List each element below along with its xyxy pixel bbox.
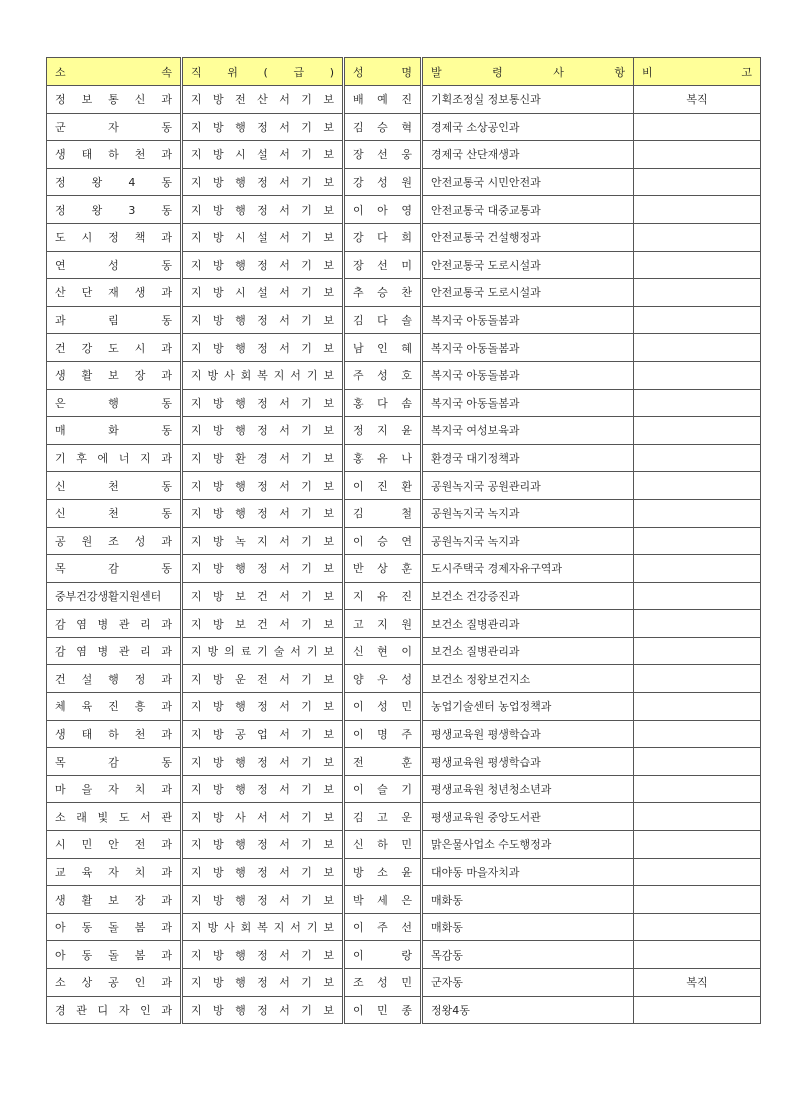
- assignment-cell: 맑은물사업소 수도행정과: [422, 831, 634, 859]
- dept-cell: 건 강 도 시 과: [47, 334, 182, 362]
- name-cell: 이 주 선: [344, 913, 422, 941]
- table-row: [47, 444, 761, 472]
- assignment-cell: 대야동 마을자치과: [422, 858, 634, 886]
- position-cell: 지 방 행 정 서 기 보: [182, 306, 344, 334]
- assignment-cell: 복지국 아동돌봄과: [422, 361, 634, 389]
- dept-cell: 공 원 조 성 과: [47, 527, 182, 555]
- name-cell: 이 진 환: [344, 472, 422, 500]
- dept-cell: 중부건강생활지원센터: [47, 582, 182, 610]
- assignment-cell: 보건소 질병관리과: [422, 610, 634, 638]
- dept-cell: 정 왕 4 동: [47, 168, 182, 196]
- table-row: [47, 251, 761, 279]
- position-cell: 지 방 행 정 서 기 보: [182, 969, 344, 997]
- position-cell: 지 방 행 정 서 기 보: [182, 168, 344, 196]
- dept-cell: 목 감 동: [47, 748, 182, 776]
- note-cell: [634, 279, 761, 307]
- name-cell: 지 유 진: [344, 582, 422, 610]
- note-cell: [634, 886, 761, 914]
- table-row: [47, 168, 761, 196]
- name-cell: 추 승 찬: [344, 279, 422, 307]
- table-row: [47, 913, 761, 941]
- dept-cell: 정 보 통 신 과: [47, 86, 182, 114]
- dept-cell: 생 태 하 천 과: [47, 720, 182, 748]
- name-cell: 신 현 이: [344, 637, 422, 665]
- dept-cell: 목 감 동: [47, 555, 182, 583]
- note-cell: [634, 858, 761, 886]
- assignment-cell: 복지국 아동돌봄과: [422, 389, 634, 417]
- assignment-cell: 매화동: [422, 913, 634, 941]
- note-cell: [634, 196, 761, 224]
- name-cell: 신 하 민: [344, 831, 422, 859]
- note-cell: [634, 472, 761, 500]
- table-row: [47, 748, 761, 776]
- dept-cell: 정 왕 3 동: [47, 196, 182, 224]
- note-cell: [634, 665, 761, 693]
- dept-cell: 매 화 동: [47, 417, 182, 445]
- table-row: [47, 582, 761, 610]
- position-cell: 지 방 행 정 서 기 보: [182, 941, 344, 969]
- note-cell: 복직: [634, 86, 761, 114]
- name-cell: 배 예 진: [344, 86, 422, 114]
- assignment-cell: 공원녹지국 공원관리과: [422, 472, 634, 500]
- position-cell: 지 방 사 서 서 기 보: [182, 803, 344, 831]
- note-cell: [634, 775, 761, 803]
- name-cell: 주 성 호: [344, 361, 422, 389]
- assignment-cell: 안전교통국 도로시설과: [422, 251, 634, 279]
- position-cell: 지 방 시 설 서 기 보: [182, 223, 344, 251]
- assignment-cell: 기획조정실 정보통신과: [422, 86, 634, 114]
- name-cell: 조 성 민: [344, 969, 422, 997]
- assignment-cell: 복지국 아동돌봄과: [422, 306, 634, 334]
- assignment-cell: 안전교통국 도로시설과: [422, 279, 634, 307]
- name-cell: 홍 다 솜: [344, 389, 422, 417]
- dept-cell: 군 자 동: [47, 113, 182, 141]
- dept-cell: 소 상 공 인 과: [47, 969, 182, 997]
- name-cell: 고 지 원: [344, 610, 422, 638]
- table-row: [47, 417, 761, 445]
- note-cell: [634, 499, 761, 527]
- position-cell: 지 방 행 정 서 기 보: [182, 748, 344, 776]
- name-cell: 이 명 주: [344, 720, 422, 748]
- table-row: [47, 334, 761, 362]
- name-cell: 장 선 미: [344, 251, 422, 279]
- assignment-cell: 도시주택국 경제자유구역과: [422, 555, 634, 583]
- dept-cell: 산 단 재 생 과: [47, 279, 182, 307]
- dept-cell: 연 성 동: [47, 251, 182, 279]
- table-row: [47, 775, 761, 803]
- assignment-cell: 경제국 소상공인과: [422, 113, 634, 141]
- assignment-cell: 공원녹지국 녹지과: [422, 499, 634, 527]
- position-cell: 지 방 행 정 서 기 보: [182, 334, 344, 362]
- name-cell: 홍 유 나: [344, 444, 422, 472]
- name-cell: 김 다 솔: [344, 306, 422, 334]
- name-cell: 박 세 은: [344, 886, 422, 914]
- position-cell: 지 방 행 정 서 기 보: [182, 886, 344, 914]
- position-cell: 지 방 사 회 복 지 서 기 보: [182, 361, 344, 389]
- assignment-cell: 안전교통국 시민안전과: [422, 168, 634, 196]
- note-cell: [634, 389, 761, 417]
- note-cell: [634, 913, 761, 941]
- note-cell: [634, 637, 761, 665]
- table-row: [47, 803, 761, 831]
- position-cell: 지 방 사 회 복 지 서 기 보: [182, 913, 344, 941]
- position-cell: 지 방 행 정 서 기 보: [182, 858, 344, 886]
- position-cell: 지 방 공 업 서 기 보: [182, 720, 344, 748]
- dept-cell: 은 행 동: [47, 389, 182, 417]
- dept-cell: 기 후 에 너 지 과: [47, 444, 182, 472]
- dept-cell: 교 육 자 치 과: [47, 858, 182, 886]
- note-cell: [634, 223, 761, 251]
- table-row: [47, 499, 761, 527]
- name-cell: 이 아 영: [344, 196, 422, 224]
- dept-cell: 시 민 안 전 과: [47, 831, 182, 859]
- position-cell: 지 방 행 정 서 기 보: [182, 996, 344, 1024]
- assignment-cell: 보건소 건강증진과: [422, 582, 634, 610]
- table-row: [47, 113, 761, 141]
- assignment-cell: 매화동: [422, 886, 634, 914]
- position-cell: 지 방 행 정 서 기 보: [182, 775, 344, 803]
- dept-cell: 건 설 행 정 과: [47, 665, 182, 693]
- dept-cell: 감 염 병 관 리 과: [47, 610, 182, 638]
- table-row: [47, 223, 761, 251]
- header-assignment: 발 령 사 항: [422, 58, 634, 86]
- position-cell: 지 방 보 건 서 기 보: [182, 610, 344, 638]
- table-row: [47, 306, 761, 334]
- dept-cell: 마 을 자 치 과: [47, 775, 182, 803]
- table-row: [47, 996, 761, 1024]
- position-cell: 지 방 행 정 서 기 보: [182, 417, 344, 445]
- name-cell: 전 훈: [344, 748, 422, 776]
- name-cell: 김 고 운: [344, 803, 422, 831]
- table-header-row: [47, 58, 761, 86]
- note-cell: [634, 693, 761, 721]
- note-cell: [634, 803, 761, 831]
- table-row: [47, 527, 761, 555]
- note-cell: [634, 582, 761, 610]
- assignment-cell: 평생교육원 중앙도서관: [422, 803, 634, 831]
- name-cell: 남 인 혜: [344, 334, 422, 362]
- table-row: [47, 472, 761, 500]
- position-cell: 지 방 녹 지 서 기 보: [182, 527, 344, 555]
- position-cell: 지 방 행 정 서 기 보: [182, 472, 344, 500]
- assignment-cell: 안전교통국 대중교통과: [422, 196, 634, 224]
- note-cell: [634, 941, 761, 969]
- header-position: 직 위 ( 급 ): [182, 58, 344, 86]
- assignment-cell: 정왕4동: [422, 996, 634, 1024]
- dept-cell: 과 림 동: [47, 306, 182, 334]
- assignment-cell: 복지국 아동돌봄과: [422, 334, 634, 362]
- note-cell: 복직: [634, 969, 761, 997]
- name-cell: 이 성 민: [344, 693, 422, 721]
- name-cell: 이 슬 기: [344, 775, 422, 803]
- name-cell: 양 우 성: [344, 665, 422, 693]
- dept-cell: 생 태 하 천 과: [47, 141, 182, 169]
- dept-cell: 신 천 동: [47, 499, 182, 527]
- assignment-cell: 목감동: [422, 941, 634, 969]
- table-row: [47, 86, 761, 114]
- dept-cell: 경 관 디 자 인 과: [47, 996, 182, 1024]
- position-cell: 지 방 행 정 서 기 보: [182, 693, 344, 721]
- name-cell: 장 선 웅: [344, 141, 422, 169]
- note-cell: [634, 361, 761, 389]
- assignment-cell: 농업기술센터 농업정책과: [422, 693, 634, 721]
- position-cell: 지 방 시 설 서 기 보: [182, 279, 344, 307]
- position-cell: 지 방 행 정 서 기 보: [182, 389, 344, 417]
- name-cell: 정 지 윤: [344, 417, 422, 445]
- table-row: [47, 831, 761, 859]
- table-row: [47, 196, 761, 224]
- position-cell: 지 방 환 경 서 기 보: [182, 444, 344, 472]
- note-cell: [634, 306, 761, 334]
- table-row: [47, 637, 761, 665]
- table-row: [47, 886, 761, 914]
- note-cell: [634, 141, 761, 169]
- header-dept: 소 속: [47, 58, 182, 86]
- note-cell: [634, 334, 761, 362]
- position-cell: 지 방 행 정 서 기 보: [182, 555, 344, 583]
- assignment-cell: 평생교육원 청년청소년과: [422, 775, 634, 803]
- table-row: [47, 141, 761, 169]
- note-cell: [634, 444, 761, 472]
- position-cell: 지 방 전 산 서 기 보: [182, 86, 344, 114]
- table-row: [47, 279, 761, 307]
- assignment-cell: 평생교육원 평생학습과: [422, 720, 634, 748]
- name-cell: 이 민 종: [344, 996, 422, 1024]
- table-row: [47, 941, 761, 969]
- assignment-cell: 군자동: [422, 969, 634, 997]
- position-cell: 지 방 행 정 서 기 보: [182, 251, 344, 279]
- personnel-table: [46, 57, 761, 1024]
- table-row: [47, 858, 761, 886]
- position-cell: 지 방 행 정 서 기 보: [182, 831, 344, 859]
- note-cell: [634, 748, 761, 776]
- note-cell: [634, 251, 761, 279]
- dept-cell: 신 천 동: [47, 472, 182, 500]
- position-cell: 지 방 행 정 서 기 보: [182, 113, 344, 141]
- note-cell: [634, 831, 761, 859]
- table-row: [47, 361, 761, 389]
- note-cell: [634, 996, 761, 1024]
- name-cell: 김 철: [344, 499, 422, 527]
- dept-cell: 도 시 정 책 과: [47, 223, 182, 251]
- name-cell: 이 승 연: [344, 527, 422, 555]
- table-row: [47, 555, 761, 583]
- name-cell: 반 상 훈: [344, 555, 422, 583]
- table-row: [47, 720, 761, 748]
- assignment-cell: 보건소 질병관리과: [422, 637, 634, 665]
- assignment-cell: 공원녹지국 녹지과: [422, 527, 634, 555]
- name-cell: 방 소 윤: [344, 858, 422, 886]
- note-cell: [634, 113, 761, 141]
- assignment-cell: 안전교통국 건설행정과: [422, 223, 634, 251]
- name-cell: 김 승 혁: [344, 113, 422, 141]
- dept-cell: 생 활 보 장 과: [47, 361, 182, 389]
- name-cell: 강 성 원: [344, 168, 422, 196]
- position-cell: 지 방 행 정 서 기 보: [182, 196, 344, 224]
- assignment-cell: 환경국 대기정책과: [422, 444, 634, 472]
- table-row: [47, 969, 761, 997]
- dept-cell: 생 활 보 장 과: [47, 886, 182, 914]
- table-row: [47, 665, 761, 693]
- header-name: 성 명: [344, 58, 422, 86]
- dept-cell: 감 염 병 관 리 과: [47, 637, 182, 665]
- assignment-cell: 복지국 여성보육과: [422, 417, 634, 445]
- note-cell: [634, 527, 761, 555]
- note-cell: [634, 168, 761, 196]
- note-cell: [634, 417, 761, 445]
- name-cell: 강 다 희: [344, 223, 422, 251]
- header-note: 비 고: [634, 58, 761, 86]
- name-cell: 이 랑: [344, 941, 422, 969]
- position-cell: 지 방 행 정 서 기 보: [182, 499, 344, 527]
- table-body: [47, 86, 761, 1024]
- assignment-cell: 평생교육원 평생학습과: [422, 748, 634, 776]
- position-cell: 지 방 의 료 기 술 서 기 보: [182, 637, 344, 665]
- note-cell: [634, 720, 761, 748]
- dept-cell: 아 동 돌 봄 과: [47, 913, 182, 941]
- assignment-cell: 경제국 산단재생과: [422, 141, 634, 169]
- note-cell: [634, 610, 761, 638]
- dept-cell: 아 동 돌 봄 과: [47, 941, 182, 969]
- table-row: [47, 693, 761, 721]
- dept-cell: 체 육 진 흥 과: [47, 693, 182, 721]
- assignment-cell: 보건소 정왕보건지소: [422, 665, 634, 693]
- note-cell: [634, 555, 761, 583]
- position-cell: 지 방 시 설 서 기 보: [182, 141, 344, 169]
- position-cell: 지 방 운 전 서 기 보: [182, 665, 344, 693]
- dept-cell: 소 래 빛 도 서 관: [47, 803, 182, 831]
- table-row: [47, 389, 761, 417]
- position-cell: 지 방 보 건 서 기 보: [182, 582, 344, 610]
- table-row: [47, 610, 761, 638]
